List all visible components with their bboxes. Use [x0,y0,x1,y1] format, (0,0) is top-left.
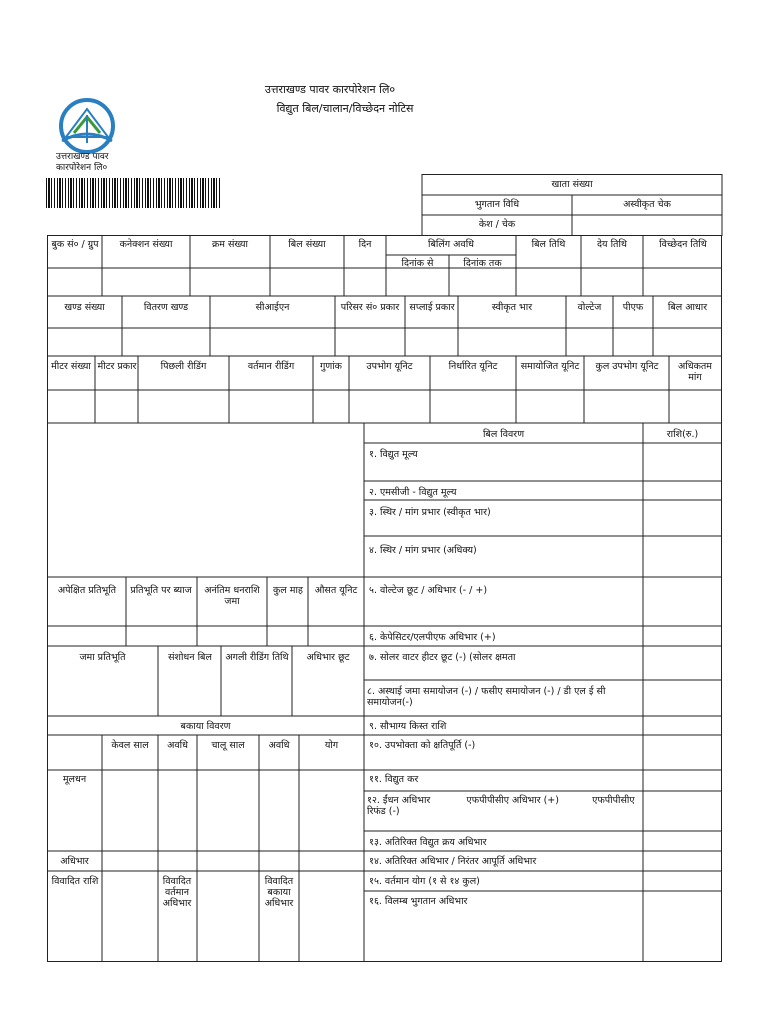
bill-item-12: १२. ईंधन अधिभार एफपीपीसीए अधिभार (+) एफपीपीसीए रिफंड (-) [367,795,638,817]
billing-to-label: दिनांक तक [463,258,502,269]
voltage-label: वोल्टेज [577,302,602,313]
bill-item-8: ८. अस्थाई जमा समायोजन (-) / फसीए समायोजन (-) / डी एल ई सी समायोजन(-) [367,686,606,708]
disputed-amount-row-label: विवादित राशि [51,876,99,887]
total-months-label: कुल माह [273,585,303,596]
consumed-units-label: उपभोग यूनिट [366,361,413,372]
disconnection-date-label: विच्छेदन तिथि [659,239,707,250]
amount-head: राशि(रु.) [666,429,699,440]
arrears-col-period-1: अवधि [167,740,188,751]
total-consumption-label: कुल उपभोग यूनिट [595,361,659,372]
bill-no-label: बिल संख्या [288,239,326,250]
account-no-label: खाता संख्या [551,179,593,190]
premises-type-label: परिसर सं० प्रकार [340,302,400,313]
form-title: विद्युत बिल/चालान/विच्छेदन नोटिस [276,102,414,115]
bill-item-16: १६. विलम्ब भुगतान अधिभार [369,896,468,907]
bill-item-1: १. विद्युत मूल्य [369,449,418,460]
org-title: उत्तराखण्ड पावर कारपोरेशन लि० [264,83,396,96]
surcharge-rebate-label: अधिभार छूट [306,652,350,663]
multiplier-label: गुणांक [320,361,342,372]
revised-bill-label: संशोधन बिल [168,652,212,663]
surcharge-row-label: अधिभार [60,856,89,867]
arrears-col-only-year: केवल साल [111,740,149,751]
disputed-current-surcharge-label: विवादित वर्तमान अधिभार [162,876,192,909]
arrears-head: बकाया विवरण [180,721,231,732]
expected-security-label: अपेक्षित प्रतिभूति [57,585,117,596]
assessed-units-label: निर्धारित यूनिट [448,361,498,372]
supply-type-label: सप्लाई प्रकार [409,302,455,313]
days-label: दिन [358,239,372,250]
billing-from-label: दिनांक से [401,258,434,269]
bill-item-9: ९. सौभाग्य किस्त राशि [369,721,447,732]
payment-method-label: भुगतान विधि [474,199,520,210]
bill-item-6: ६. केपेसिटर/एलपीएफ अधिभार (+) [369,632,496,643]
cash-cheque-label: केश / चेक [478,219,516,230]
connection-no-label: कनेक्शन संख्या [119,239,173,250]
previous-reading-label: पिछली रीडिंग [160,361,207,372]
current-reading-label: वर्तमान रीडिंग [247,361,295,372]
max-demand-label: अधिकतम मांग [678,361,712,383]
meter-type-label: मीटर प्रकार [97,361,137,372]
bill-item-3: ३. स्थिर / मांग प्रभार (स्वीकृत भार) [369,507,491,518]
bill-item-4: ४. स्थिर / मांग प्रभार (अधिक्य) [369,545,477,556]
billing-period-label: बिलिंग अवधि [428,239,474,250]
cin-label: सीआईएन [255,302,290,313]
bill-date-label: बिल तिथि [531,239,566,250]
bill-item-5: ५. वोल्टेज छूट / अधिभार (- / +) [369,585,488,596]
bill-basis-label: बिल आधार [667,302,708,313]
bill-item-11: ११. विद्युत कर [369,774,419,785]
serial-no-label: क्रम संख्या [212,239,248,250]
average-units-label: औसत यूनिट [314,585,358,596]
arrears-col-current-year: चालू साल [211,740,245,751]
due-date-label: देय तिथि [597,239,627,250]
book-no-label: बुक सं० / ग्रुप [51,239,99,250]
disputed-arrear-surcharge-label: विवादित बकाया अधिभार [264,876,294,909]
arrears-col-total: योग [324,740,339,751]
sanctioned-load-label: स्वीकृत भार [491,302,533,313]
bill-details-head: बिल विवरण [482,429,525,440]
bill-item-14: १४. अतिरिक्त अधिभार / निरंतर आपूर्ति अधिभार [369,856,537,867]
adjusted-units-label: समायोजित यूनिट [520,361,580,372]
distribution-division-label: वितरण खण्ड [143,302,189,313]
logo-text: उत्तराखण्ड पावर कारपोरेशन लि० [56,152,109,173]
security-interest-label: प्रतिभूति पर ब्याज [130,585,192,596]
bill-item-13: १३. अतिरिक्त विद्युत क्रय अधिभार [369,837,487,848]
bill-item-2: २. एमसीजी - विद्युत मूल्य [369,487,457,498]
rejected-cheque-label: अस्वीकृत चेक [623,199,671,210]
principal-row-label: मूलधन [62,774,87,785]
arrears-col-period-2: अवधि [268,740,290,751]
bill-item-15: १५. वर्तमान योग (१ से १४ कुल) [369,876,480,887]
division-no-label: खण्ड संख्या [64,302,105,313]
bill-item-10: १०. उपभोक्ता को क्षतिपूर्ति (-) [369,740,476,751]
pf-label: पीएफ [622,302,644,313]
deposited-security-label: जमा प्रतिभूति [79,652,126,663]
bill-item-7: ७. सोलर वाटर हीटर छूट (-) (सोलर क्षमता [369,652,516,663]
next-reading-date-label: अगली रीडिंग तिथि [225,652,289,663]
meter-no-label: मीटर संख्या [51,361,91,372]
provisional-deposit-label: अनंतिम धनराशि जमा [204,585,260,607]
